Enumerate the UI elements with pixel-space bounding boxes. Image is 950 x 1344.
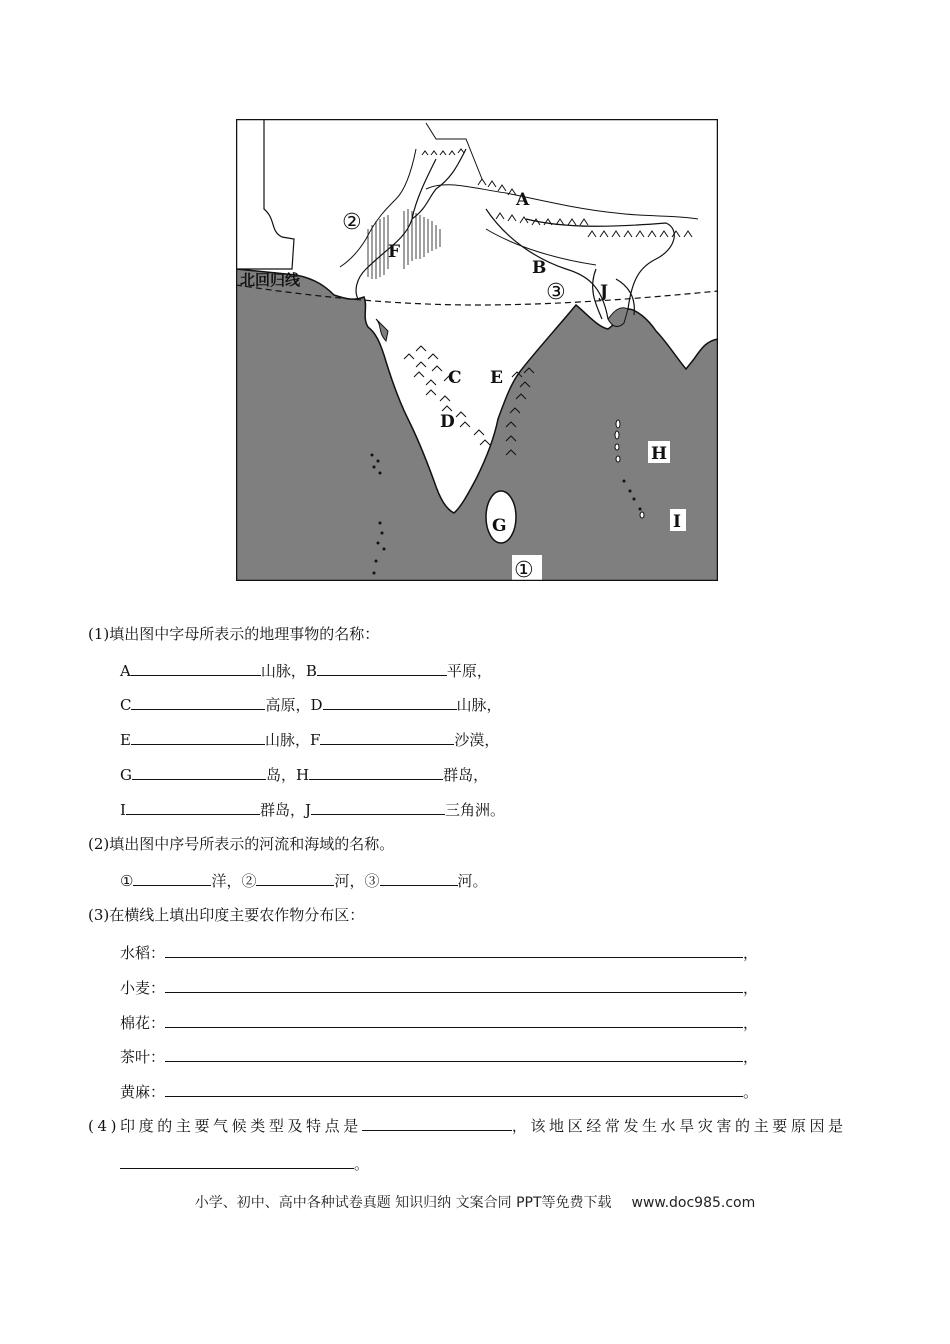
- label-H: H: [651, 444, 668, 464]
- label-prefix: G: [120, 766, 132, 784]
- answer-blank-A[interactable]: [131, 660, 261, 676]
- answer-blank-D[interactable]: [323, 694, 457, 710]
- answer-blank-wheat[interactable]: [165, 977, 743, 993]
- label-suffix: 洋，: [211, 872, 242, 890]
- line-end: ，: [743, 944, 759, 962]
- label-number-2: ②: [342, 210, 362, 235]
- label-prefix: I: [120, 801, 126, 819]
- label-prefix: E: [120, 731, 131, 749]
- label-prefix: D: [310, 696, 323, 714]
- label-prefix: C: [120, 696, 132, 714]
- answer-blank-F[interactable]: [320, 729, 454, 745]
- answer-blank-H[interactable]: [309, 764, 443, 780]
- answer-blank-2[interactable]: [256, 870, 334, 886]
- label-suffix: 群岛，: [259, 801, 305, 819]
- label-C: C: [448, 368, 462, 388]
- footer-url[interactable]: www.doc985.com: [631, 1195, 756, 1211]
- crop-label: 小麦：: [120, 979, 166, 997]
- q1-row-4: [120, 764, 488, 785]
- q4-line-2: [120, 1153, 369, 1174]
- label-prefix: A: [120, 662, 131, 680]
- q4-text-part1: (4)印度的主要气候类型及特点是: [88, 1117, 362, 1135]
- label-number-1: ①: [514, 558, 534, 581]
- label-suffix: 山脉，: [264, 731, 310, 749]
- crop-row-wheat: [120, 977, 758, 998]
- q1-row-2: [120, 694, 502, 715]
- label-prefix: H: [296, 766, 310, 784]
- crop-label: 水稻：: [120, 944, 166, 962]
- label-prefix: B: [305, 662, 317, 680]
- crop-row-cotton: [120, 1012, 758, 1033]
- line-end: 。: [354, 1155, 370, 1173]
- label-D: D: [440, 412, 455, 432]
- label-B: B: [532, 258, 547, 278]
- answer-blank-J[interactable]: [311, 799, 445, 815]
- label-suffix: 山脉，: [456, 696, 502, 714]
- label-suffix: 岛，: [265, 766, 296, 784]
- crop-row-jute: [120, 1081, 758, 1102]
- label-prefix: J: [304, 801, 311, 819]
- answer-blank-E[interactable]: [131, 729, 265, 745]
- line-end: ，: [743, 1048, 759, 1066]
- label-suffix: 河。: [457, 872, 488, 890]
- answer-blank-I[interactable]: [126, 799, 260, 815]
- label-E: E: [490, 368, 503, 388]
- page-footer: [0, 1192, 950, 1212]
- label-I: I: [673, 512, 681, 532]
- answer-blank-G[interactable]: [132, 764, 266, 780]
- label-suffix: 高原，: [265, 696, 311, 714]
- label-prefix: ①: [120, 872, 134, 890]
- q4-text-part2: ，该地区经常发生水旱灾害的主要原因是: [511, 1117, 847, 1135]
- label-prefix: F: [309, 731, 321, 749]
- q1-row-1: [120, 660, 492, 681]
- south-asia-map: [236, 119, 718, 581]
- label-F: F: [388, 242, 401, 262]
- q2-row: [120, 870, 488, 891]
- q2-prompt: (2)填出图中序号所表示的河流和海域的名称。: [88, 835, 395, 853]
- answer-blank-jute[interactable]: [165, 1081, 743, 1097]
- crop-row-tea: [120, 1046, 758, 1067]
- answer-blank-3[interactable]: [380, 870, 458, 886]
- answer-blank-climate[interactable]: [362, 1115, 512, 1131]
- q1-row-3: [120, 729, 499, 750]
- label-suffix: 沙漠，: [454, 731, 500, 749]
- crop-label: 黄麻：: [120, 1083, 166, 1101]
- label-number-3: ③: [546, 280, 566, 305]
- label-prefix: ③: [364, 872, 380, 890]
- answer-blank-B[interactable]: [317, 660, 447, 676]
- answer-blank-disaster-cause[interactable]: [120, 1153, 354, 1169]
- answer-blank-rice[interactable]: [165, 942, 743, 958]
- line-end: ，: [743, 1014, 759, 1032]
- label-J: J: [600, 282, 609, 302]
- label-A: A: [516, 190, 530, 210]
- line-end: ，: [743, 979, 759, 997]
- q3-prompt: (3)在横线上填出印度主要农作物分布区：: [88, 906, 365, 924]
- crop-label: 茶叶：: [120, 1048, 166, 1066]
- label-suffix: 山脉，: [260, 662, 306, 680]
- label-suffix: 三角洲。: [444, 801, 505, 819]
- tropic-label: 北回归线: [240, 271, 301, 289]
- answer-blank-cotton[interactable]: [165, 1012, 743, 1028]
- label-suffix: 群岛，: [443, 766, 489, 784]
- answer-blank-tea[interactable]: [165, 1046, 743, 1062]
- answer-blank-1[interactable]: [133, 870, 211, 886]
- q1-prompt: (1)填出图中字母所表示的地理事物的名称：: [88, 625, 380, 643]
- label-suffix: 平原，: [446, 662, 492, 680]
- label-G: G: [492, 516, 507, 536]
- q1-row-5: [120, 799, 505, 820]
- crop-row-rice: [120, 942, 758, 963]
- label-suffix: 河，: [334, 872, 365, 890]
- footer-text: 小学、初中、高中各种试卷真题 知识归纳 文案合同 PPT等免费下载: [194, 1195, 612, 1211]
- crop-label: 棉花：: [120, 1014, 166, 1032]
- line-end: 。: [743, 1083, 759, 1101]
- q4-line-1: [88, 1115, 847, 1136]
- label-prefix: ②: [241, 872, 257, 890]
- answer-blank-C[interactable]: [131, 694, 265, 710]
